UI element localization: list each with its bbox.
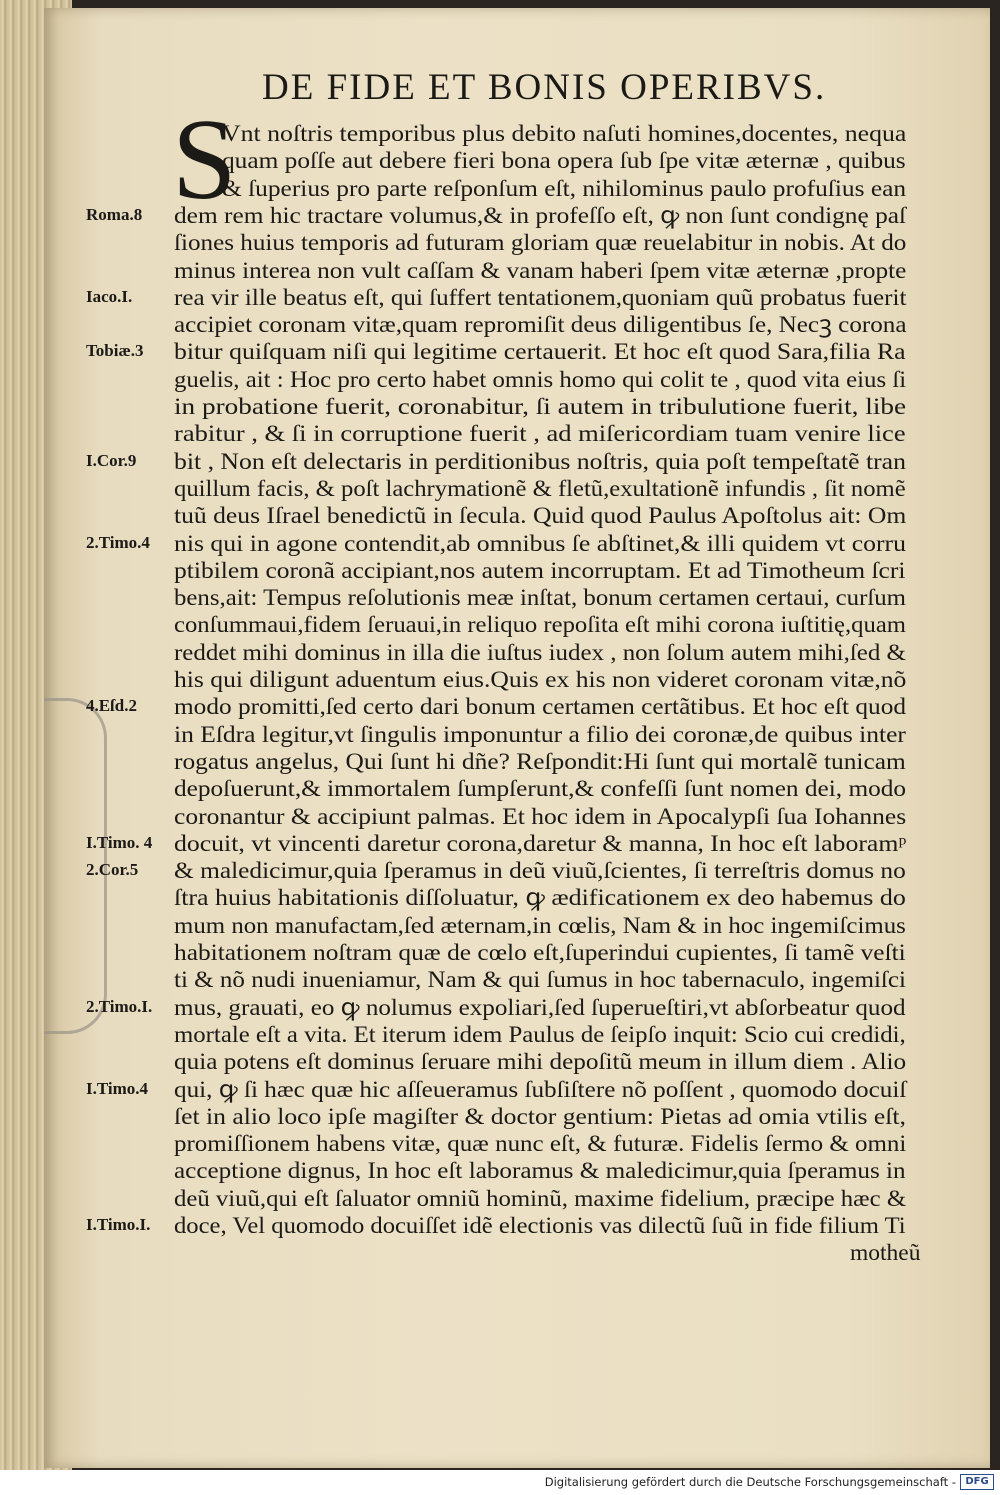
- text-line: motheũ: [850, 1240, 921, 1267]
- text-line: quillum facis, & poſt lachrymationẽ & fletũ,exultationẽ infundis , ſit nomẽ: [174, 475, 906, 502]
- text-line: depoſuerunt,& immortalem ſumpſerunt,& confeſſi ſunt nomen dei, modo: [174, 776, 907, 803]
- text-line: mum non manufactam,ſed æternam,in cœlis, Nam & in hoc ingemiſcimus: [174, 912, 906, 939]
- text-line: reddet mihi dominus in illa die iuſtus iudex , non ſolum autem mihi,ſed &: [174, 639, 906, 666]
- text-line: nis qui in agone contendit,ab omnibus ſe abſtinet,& illi quidem vt corru: [174, 530, 906, 557]
- text-line: dem rem hic tractare volumus,& in profeſſo eſt, ꝙ non ſunt condignę paſ: [174, 202, 907, 229]
- text-line: guelis, ait : Hoc pro certo habet omnis homo qui colit te , quod vita eius ſi: [174, 366, 907, 393]
- text-line: conſummaui,fidem ſeruaui,in reliquo repoſita eſt mihi corona iuſtitię,quam: [174, 612, 906, 639]
- margin-note: 2.Cor.5: [86, 860, 139, 880]
- text-line: bitur quiſquam niſi qui legitime certauerit. Et hoc eſt quod Sara,filia Ra: [174, 339, 906, 366]
- text-line: qui, ꝙ ſi hæc quæ hic aſſeueramus ſubſiſtere nõ poſſent , quomodo docuiſ: [174, 1076, 907, 1103]
- text-line: in Eſdra legitur,vt ſingulis imponuntur a filio dei coronæ,de quibus inter: [174, 721, 906, 748]
- text-line: docuit, vt vincenti daretur corona,daretur & manna, In hoc eſt laboramᵖ: [174, 830, 907, 857]
- text-line: tuũ deus Iſrael benedictũ in ſecula. Quid quod Paulus Apoſtolus ait: Om: [174, 503, 907, 530]
- text-line: mortale eſt a vita. Et iterum idem Paulus de ſeipſo inquit: Scio cui credidi,: [174, 1021, 906, 1048]
- text-line: ptibilem coronã accipiant,nos autem incorruptam. Et ad Timotheum ſcri: [174, 557, 906, 584]
- margin-note: 2.Timo.I.: [86, 996, 153, 1016]
- margin-note: I.Timo.I.: [86, 1215, 151, 1234]
- text-line: ſiones huius temporis ad futuram gloriam quæ reuelabitur in nobis. At do: [174, 230, 907, 257]
- text-line: doce, Vel quomodo docuiſſet idẽ electionis vas dilectũ ſuũ in fide filium Ti: [174, 1213, 906, 1239]
- text-line: bit , Non eſt delectaris in perditionibus noſtris, quia poſt tempeſtatẽ tran: [174, 448, 906, 475]
- text-line: quam poſſe aut debere fieri bona opera ſub ſpe vitæ æternæ , quibus: [222, 148, 906, 175]
- margin-note: I.Cor.9: [86, 450, 137, 470]
- text-line: rea vir ille beatus eſt, qui ſuffert tentationem,quoniam quũ probatus fuerit: [174, 284, 907, 311]
- text-line: ti & nõ nudi inueniamur, Nam & qui ſumus in hoc tabernaculo, ingemiſci: [174, 967, 906, 994]
- margin-note: Roma.8: [86, 204, 143, 224]
- margin-note: I.Timo. 4: [86, 832, 153, 852]
- margin-note: 2.Timo.4: [86, 532, 150, 552]
- text-line: rogatus angelus, Qui ſunt hi dñe? Reſpondit:Hi ſunt qui mortalẽ tunicam: [174, 748, 906, 775]
- margin-note: I.Timo.4: [86, 1078, 149, 1098]
- text-line: ſtra huius habitationis diſſoluatur, ꝙ ædificationem ex deo habemus do: [174, 885, 906, 912]
- text-line: habitationem noſtram quæ de cœlo eſt,ſuperindui cupientes, ſi tamẽ veſti: [174, 940, 906, 966]
- page-heading: DE FIDE ET BONIS OPERIBVS.: [262, 67, 827, 108]
- margin-note: 4.Eſd.2: [86, 696, 138, 716]
- text-line: Vnt noſtris temporibus plus debito naſuti homines,docentes, nequa: [222, 121, 907, 147]
- text-line: coronantur & accipiunt palmas. Et hoc idem in Apocalypſi ſua Iohannes: [174, 803, 907, 830]
- margin-note: Tobiæ.3: [86, 341, 144, 361]
- margin-note: Iaco.I.: [86, 286, 133, 306]
- text-line: rabitur , & ſi in corruptione fuerit , ad miſericordiam tuam venire lice: [174, 421, 906, 448]
- text-line: & ſuperius pro parte reſponſum eſt, nihilominus paulo profuſius ean: [222, 175, 907, 202]
- text-line: ſet in alio loco ipſe magiſter & doctor gentium: Pietas ad omia vtilis eſt,: [174, 1103, 906, 1130]
- text-line: quia potens eſt dominus ſeruare mihi depoſitũ meum in illum diem . Alio: [174, 1049, 907, 1076]
- text-line: accipiet coronam vitæ,quam repromiſit deus diligentibus ſe, Necꝫ corona: [174, 312, 907, 339]
- text-line: promiſſionem habens vitæ, quæ nunc eſt, & futuræ. Fidelis ſermo & omni: [174, 1131, 907, 1158]
- footer-bar: [0, 1470, 1000, 1495]
- drop-cap: S: [172, 96, 237, 224]
- text-line: mus, grauati, eo ꝙ nolumus expoliari,ſed ſuperueſtiri,vt abſorbeatur quod: [174, 994, 906, 1021]
- text-line: & maledicimur,quia ſperamus in deũ viuũ,ſcientes, ſi terreſtris domus no: [174, 858, 906, 885]
- text-line: modo promitti,ſed certo dari bonum certamen certãtibus. Et hoc eſt quod: [174, 694, 906, 721]
- text-line: minus interea non vult caſſam & vanam haberi ſpem vitæ æternæ ,propte: [174, 257, 907, 284]
- footer-credit: Digitalisierung gefördert durch die Deutsche Forschungsgemeinschaft -: [544, 1475, 956, 1489]
- text-line: bens,ait: Tempus reſolutionis meæ inſtat, bonum certamen certaui, curſum: [174, 585, 906, 612]
- text-line: in probatione fuerit, coronabitur, ſi autem in tribulutione fuerit, libe: [174, 394, 907, 420]
- text-line: acceptione dignus, In hoc eſt laboramus & maledicimur,quia ſperamus in: [174, 1158, 906, 1185]
- dfg-logo-icon: DFG: [960, 1474, 994, 1490]
- text-line: deũ viuũ,qui eſt ſaluator omniũ hominũ, maxime fidelium, præcipe hæc &: [174, 1185, 907, 1212]
- text-line: his qui diligunt aduentum eius.Quis ex his non videret coronam vitæ,nõ: [174, 667, 907, 693]
